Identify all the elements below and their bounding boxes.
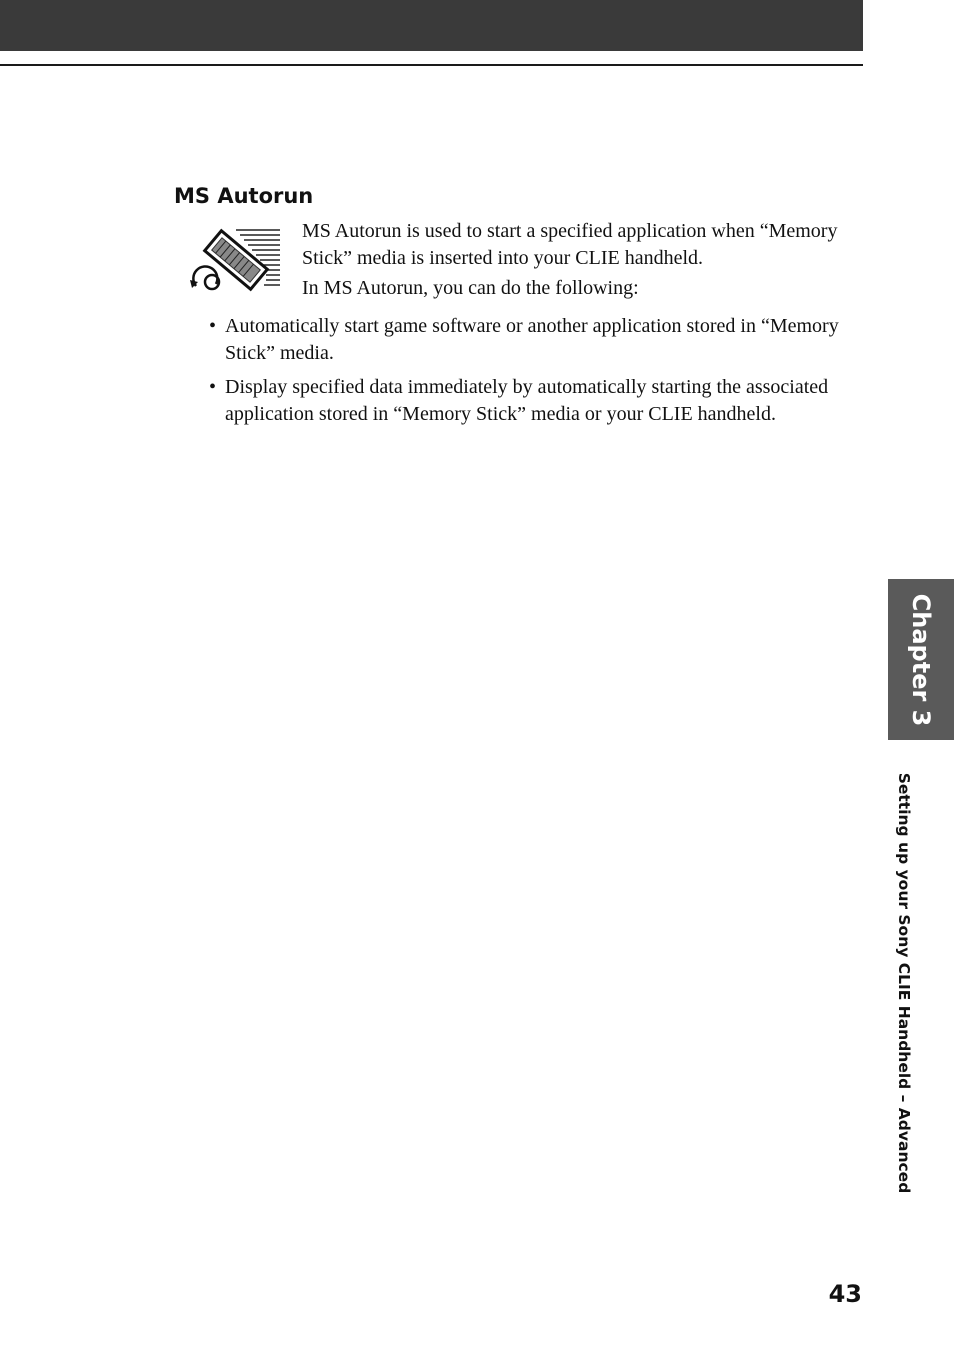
list-item [209,374,859,428]
memory-stick-autorun-icon [186,224,282,296]
header-rule [0,64,863,66]
bullet-marker: • [209,315,217,337]
bullet-list [209,313,859,435]
chapter-caption: Setting up your Sony CLIE Handheld – Advanced [895,772,913,1194]
chapter-label: Chapter 3 [907,593,935,727]
intro-followup: In MS Autorun, you can do the following: [302,277,639,299]
section-title: MS Autorun [174,184,314,208]
intro-paragraph: MS Autorun is used to start a specified application when “Memory Stick” media is inserted into your CLIE handheld. [302,220,838,269]
list-item [209,313,859,367]
page-number: 43 [828,1280,862,1308]
list-item-text: Display specified data immediately by automatically starting the associated application stored in “Memory Stick” media or your CLIE handheld. [225,376,829,425]
bullet-marker: • [209,376,217,398]
list-item-text: Automatically start game software or another application stored in “Memory Stick” media. [225,315,839,364]
header-bar [0,0,863,51]
